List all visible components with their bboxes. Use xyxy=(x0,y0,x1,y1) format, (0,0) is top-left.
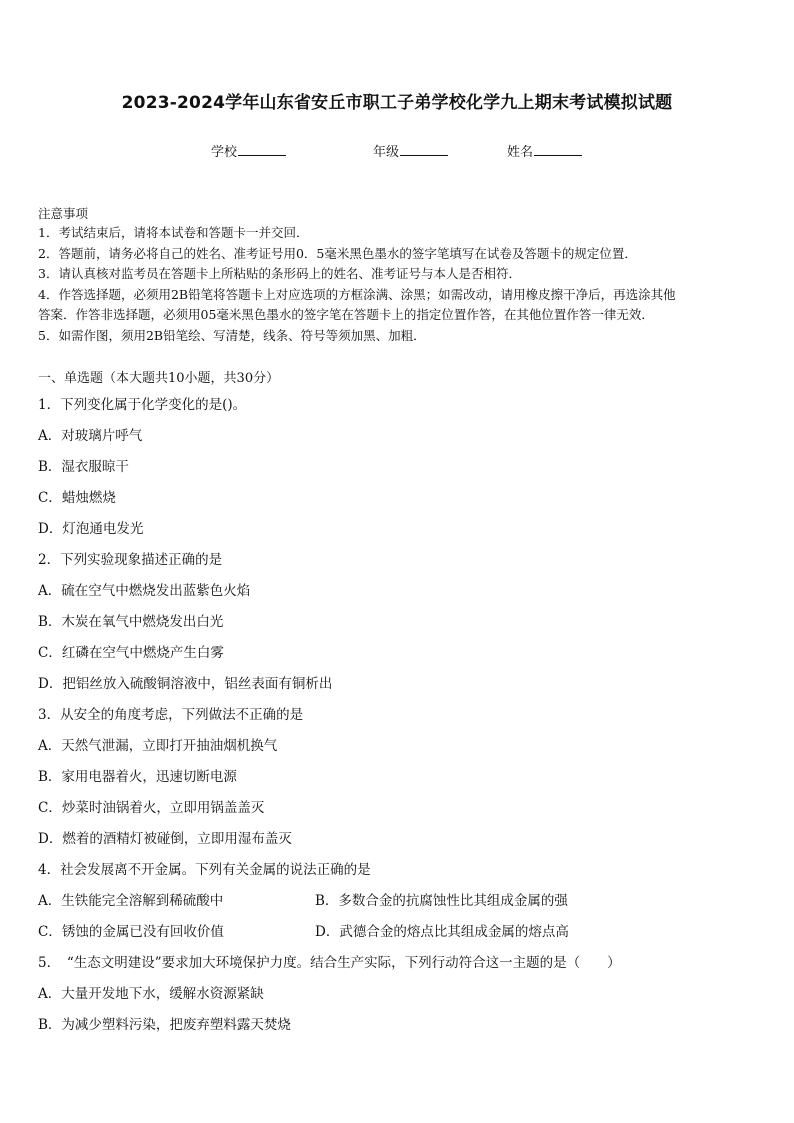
question-stem: 5． “生态文明建设”要求加大环境保护力度。结合生产实际，下列行动符合这一主题的是（ ） xyxy=(38,955,621,971)
name-blank[interactable] xyxy=(534,143,582,156)
notice-item: 4．作答选择题，必须用2B铅笔将答题卡上对应选项的方框涂满、涂黑；如需改动，请用橡皮擦干净后，再选涂其他 xyxy=(38,286,676,302)
school-blank[interactable] xyxy=(238,143,286,156)
section-heading: 一、单选题（本大题共10小题，共30分） xyxy=(38,371,280,386)
question-stem: 2．下列实验现象描述正确的是 xyxy=(38,552,223,568)
notice-heading: 注意事项 xyxy=(38,206,89,221)
option-b[interactable]: B．多数合金的抗腐蚀性比其组成金属的强 xyxy=(315,893,568,909)
option-d[interactable]: D．把铝丝放入硫酸铜溶液中，铝丝表面有铜析出 xyxy=(38,676,333,692)
option-a[interactable]: A．大量开发地下水，缓解水资源紧缺 xyxy=(38,986,264,1002)
notice-list xyxy=(38,223,760,347)
question-area xyxy=(38,394,760,1045)
option-d[interactable]: D．燃着的酒精灯被碰倒，立即用湿布盖灭 xyxy=(38,831,292,847)
option-d[interactable]: D．灯泡通电发光 xyxy=(38,521,144,537)
grade-label: 年级 xyxy=(373,145,400,160)
option-d[interactable]: D．武德合金的熔点比其组成金属的熔点高 xyxy=(315,924,569,940)
option-a[interactable]: A．对玻璃片呼气 xyxy=(38,428,143,444)
name-label: 姓名 xyxy=(507,145,534,160)
notice-item: 5．如需作图，须用2B铅笔绘、写清楚，线条、符号等须加黑、加粗． xyxy=(38,327,426,343)
notice-item: 2．答题前，请务必将自己的姓名、准考证号用0．5毫米黑色墨水的签字笔填写在试卷及答题卡的规定位置． xyxy=(38,245,637,261)
page-title: 2023-2024学年山东省安丘市职工子弟学校化学九上期末考试模拟试题 xyxy=(121,93,673,113)
option-row xyxy=(38,921,760,952)
option-b[interactable]: B．湿衣服晾干 xyxy=(38,459,129,475)
grade-field[interactable] xyxy=(373,141,448,160)
name-field[interactable] xyxy=(507,141,582,160)
option-b[interactable]: B．木炭在氧气中燃烧发出白光 xyxy=(38,614,224,630)
option-b[interactable]: B．家用电器着火，迅速切断电源 xyxy=(38,769,237,785)
question-stem: 3．从安全的角度考虑，下列做法不正确的是 xyxy=(38,707,304,723)
option-a[interactable]: A．天然气泄漏，立即打开抽油烟机换气 xyxy=(38,738,278,754)
option-b[interactable]: B．为减少塑料污染，把废弃塑料露天焚烧 xyxy=(38,1017,291,1033)
school-label: 学校 xyxy=(211,145,238,160)
school-field[interactable] xyxy=(211,141,286,160)
option-a[interactable]: A．硫在空气中燃烧发出蓝紫色火焰 xyxy=(38,583,251,599)
option-c[interactable]: C．炒菜时油锅着火，立即用锅盖盖灭 xyxy=(38,800,265,816)
option-a[interactable]: A．生铁能完全溶解到稀硫酸中 xyxy=(38,893,224,909)
notice-item: 3．请认真核对监考员在答题卡上所粘贴的条形码上的姓名、准考证号与本人是否相符． xyxy=(38,266,521,282)
notice-item: 答案．作答非选择题，必须用05毫米黑色墨水的签字笔在答题卡上的指定位置作答，在其他位置作答一律无效． xyxy=(38,307,654,323)
notice-item: 1．考试结束后，请将本试卷和答题卡一并交回． xyxy=(38,225,309,240)
question-stem: 4．社会发展离不开金属。下列有关金属的说法正确的是 xyxy=(38,862,371,878)
option-row xyxy=(38,890,760,921)
option-c[interactable]: C．蜡烛燃烧 xyxy=(38,490,116,506)
option-c[interactable]: C．红磷在空气中燃烧产生白雾 xyxy=(38,645,224,661)
grade-blank[interactable] xyxy=(400,143,448,156)
question-stem: 1．下列变化属于化学变化的是()。 xyxy=(38,397,247,413)
option-c[interactable]: C．锈蚀的金属已没有回收价值 xyxy=(38,924,224,940)
